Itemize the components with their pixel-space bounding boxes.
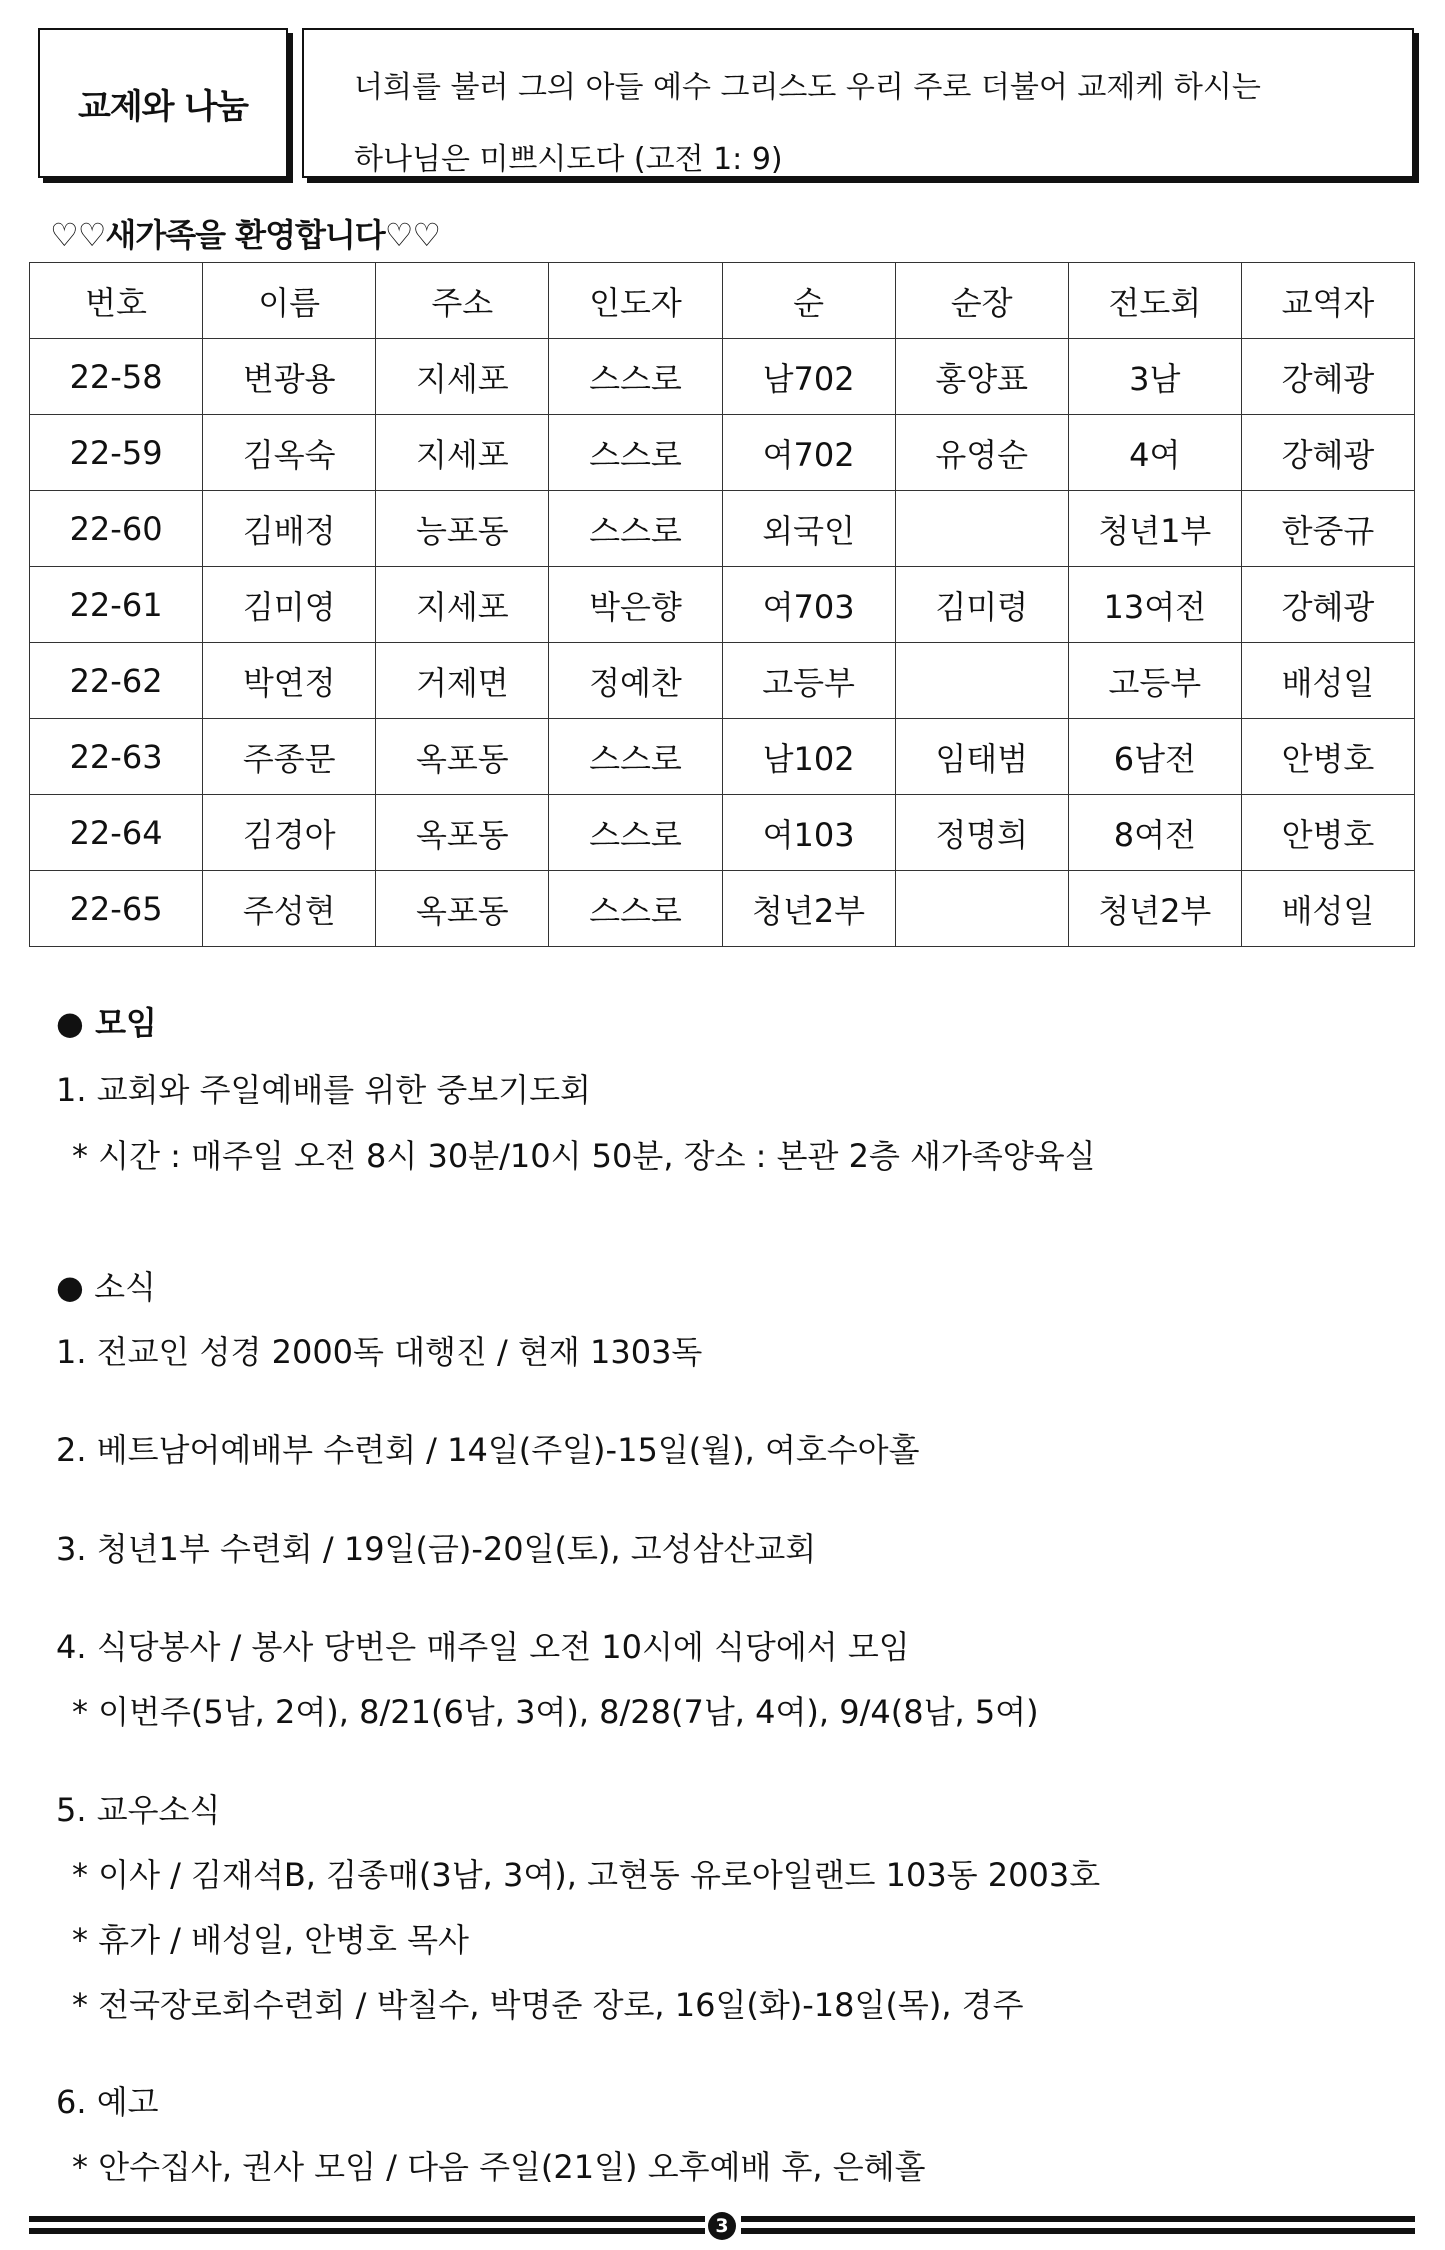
news-item-3: 3. 청년1부 수련회 / 19일(금)-20일(토), 고성삼산교회 [56,1530,817,1568]
table-cell: 주종문 [203,719,376,795]
table-row [30,719,1415,795]
table-cell: 22-63 [30,719,203,795]
table-cell [895,643,1068,719]
meetings-heading: ● 모임 [56,1004,157,1042]
new-members-table [29,262,1415,947]
table-cell [895,491,1068,567]
table-cell: 한중규 [1241,491,1414,567]
table-cell: 강혜광 [1241,339,1414,415]
column-header: 교역자 [1241,263,1414,339]
footer-rule-right [741,2216,1415,2234]
table-cell: 8여전 [1068,795,1241,871]
table-cell: 지세포 [376,567,549,643]
table-cell: 청년1부 [1068,491,1241,567]
table-cell: 고등부 [722,643,895,719]
news-item-6-detail: * 안수집사, 권사 모임 / 다음 주일(21일) 오후예배 후, 은혜홀 [72,2148,926,2186]
table-cell: 3남 [1068,339,1241,415]
table-cell: 김옥숙 [203,415,376,491]
news-item-5-detail-2: * 휴가 / 배성일, 안병호 목사 [72,1921,469,1959]
table-cell: 여702 [722,415,895,491]
table-cell: 13여전 [1068,567,1241,643]
table-cell: 배성일 [1241,871,1414,947]
table-cell: 4여 [1068,415,1241,491]
table-cell: 강혜광 [1241,415,1414,491]
table-cell: 스스로 [549,871,722,947]
table-row [30,871,1415,947]
table-cell: 김경아 [203,795,376,871]
table-cell: 남102 [722,719,895,795]
table-cell: 정예찬 [549,643,722,719]
page-footer [29,2212,1415,2240]
column-header: 순장 [895,263,1068,339]
meetings-item-1-detail: * 시간 : 매주일 오전 8시 30분/10시 50분, 장소 : 본관 2층 새가족양육실 [72,1137,1096,1175]
table-cell: 임태범 [895,719,1068,795]
section-title: 교제와 나눔 [77,86,249,127]
column-header: 인도자 [549,263,722,339]
table-cell: 남702 [722,339,895,415]
table-cell: 22-65 [30,871,203,947]
news-item-6: 6. 예고 [56,2083,159,2121]
table-cell: 스스로 [549,415,722,491]
table-cell: 박연정 [203,643,376,719]
table-row [30,567,1415,643]
footer-rule-left [29,2216,705,2234]
news-item-2: 2. 베트남어예배부 수련회 / 14일(주일)-15일(월), 여호수아홀 [56,1431,920,1469]
table-cell: 김미령 [895,567,1068,643]
meetings-item-1: 1. 교회와 주일예배를 위한 중보기도회 [56,1071,591,1109]
table-cell: 22-59 [30,415,203,491]
table-row [30,643,1415,719]
table-row [30,339,1415,415]
page-number: 3 [708,2212,736,2240]
table-cell: 청년2부 [722,871,895,947]
table-header-row [30,263,1415,339]
table-cell: 스스로 [549,795,722,871]
table-row [30,795,1415,871]
table-cell: 스스로 [549,339,722,415]
table-cell: 주성현 [203,871,376,947]
news-item-4: 4. 식당봉사 / 봉사 당번은 매주일 오전 10시에 식당에서 모임 [56,1628,910,1666]
section-title-box [38,28,288,178]
column-header: 전도회 [1068,263,1241,339]
table-cell: 배성일 [1241,643,1414,719]
table-cell: 지세포 [376,339,549,415]
column-header: 이름 [203,263,376,339]
news-item-5-detail-3: * 전국장로회수련회 / 박칠수, 박명준 장로, 16일(화)-18일(목), 경주 [72,1986,1024,2024]
table-cell: 박은향 [549,567,722,643]
bible-verse-box [302,28,1414,178]
table-cell: 스스로 [549,491,722,567]
table-cell: 옥포동 [376,871,549,947]
table-cell: 능포동 [376,491,549,567]
table-cell [895,871,1068,947]
table-cell: 거제면 [376,643,549,719]
table-cell: 유영순 [895,415,1068,491]
table-row [30,415,1415,491]
table-cell: 6남전 [1068,719,1241,795]
table-cell: 22-61 [30,567,203,643]
table-cell: 22-58 [30,339,203,415]
news-heading: ● 소식 [56,1268,156,1306]
table-cell: 홍양표 [895,339,1068,415]
news-item-4-detail: * 이번주(5남, 2여), 8/21(6남, 3여), 8/28(7남, 4여), 9/4(8남, 5여) [72,1693,1039,1731]
table-cell: 옥포동 [376,719,549,795]
table-cell: 외국인 [722,491,895,567]
bible-verse-line-1: 너희를 불러 그의 아들 예수 그리스도 우리 주로 더불어 교제케 하시는 [354,70,1261,105]
table-cell: 여703 [722,567,895,643]
table-cell: 김미영 [203,567,376,643]
table-cell: 22-64 [30,795,203,871]
table-cell: 정명희 [895,795,1068,871]
table-cell: 지세포 [376,415,549,491]
table-cell: 변광용 [203,339,376,415]
table-cell: 안병호 [1241,795,1414,871]
news-item-5: 5. 교우소식 [56,1791,221,1829]
table-cell: 여103 [722,795,895,871]
table-cell: 22-60 [30,491,203,567]
news-item-5-detail-1: * 이사 / 김재석B, 김종매(3남, 3여), 고현동 유로아일랜드 103동 2003호 [72,1856,1101,1894]
table-cell: 스스로 [549,719,722,795]
column-header: 순 [722,263,895,339]
news-item-1: 1. 전교인 성경 2000독 대행진 / 현재 1303독 [56,1333,703,1371]
column-header: 주소 [376,263,549,339]
table-cell: 안병호 [1241,719,1414,795]
welcome-title: ♡♡새가족을 환영합니다♡♡ [50,216,441,254]
table-cell: 22-62 [30,643,203,719]
bible-verse-line-2: 하나님은 미쁘시도다 (고전 1: 9) [354,142,783,177]
table-cell: 청년2부 [1068,871,1241,947]
column-header: 번호 [30,263,203,339]
table-cell: 강혜광 [1241,567,1414,643]
table-cell: 김배정 [203,491,376,567]
table-cell: 고등부 [1068,643,1241,719]
table-cell: 옥포동 [376,795,549,871]
table-row [30,491,1415,567]
